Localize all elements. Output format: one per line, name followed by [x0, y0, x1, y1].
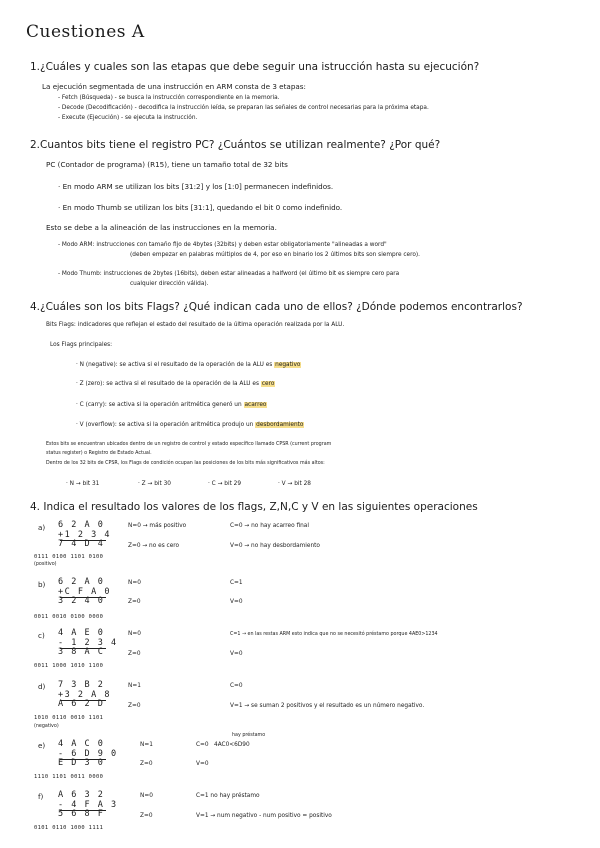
- flag-c: · C (carry): se activa si la operación aritmética generó un acarreo: [76, 402, 267, 408]
- flag-v-value: V=1 → num negativo - num positivo = positivo: [196, 813, 332, 819]
- sum-rule: [60, 597, 106, 598]
- sum-rule: [60, 810, 106, 811]
- flag-c-value: C=0 → no hay acarreo final: [230, 523, 309, 529]
- binary-result: 1010 0110 0010 1101: [34, 715, 104, 721]
- flag-z-highlight: cero: [261, 381, 275, 387]
- binary-result: 1110 1101 0011 0000: [34, 774, 104, 780]
- bit-z: · Z → bit 30: [138, 481, 171, 487]
- flag-v-highlight: desbordamiento: [256, 422, 304, 428]
- flag-n-value: N=0: [128, 580, 141, 586]
- sign-note: (negativo): [34, 724, 59, 729]
- page-title: Cuestiones A: [26, 22, 145, 42]
- q2-mode-thumb: - Modo Thumb: instrucciones de 2bytes (16bits), deben estar alineadas a halfword (el último bit es siempre cero para: [58, 271, 400, 277]
- flag-z-value: Z=0: [128, 599, 141, 605]
- flag-c-value: C=1: [230, 580, 243, 586]
- q1-item: - Decode (Decodificación) - decodifica la instrucción leída, se preparan las señales de control necesarias para la próxima etapa.: [58, 105, 429, 111]
- comparison-note: 4AC0<6D90: [214, 742, 250, 748]
- sum-rule: [60, 540, 106, 541]
- q3-bit-positions: Dentro de los 32 bits de CPSR, los Flags de condición ocupan las posiciones de los bits más significativos más altos:: [46, 461, 325, 466]
- flag-v: · V (overflow): se activa si la operación aritmética produjo un desbordamiento: [76, 422, 304, 428]
- flag-v-value: V=1 → se suman 2 positivos y el resultado es un número negativo.: [230, 703, 425, 709]
- flag-v-value: V=0: [196, 761, 209, 767]
- operation-e-sum: 4 A C 0 - 6 D 9 0 E D 3 0: [58, 739, 118, 768]
- flag-z: · Z (zero): se activa si el resultado de la operación de la ALU es cero: [76, 381, 275, 387]
- q2-thumb-mode: · En modo Thumb se utilizan los bits [31:1], quedando el bit 0 como indefinido.: [58, 203, 343, 212]
- flag-z-value: Z=0: [128, 651, 141, 657]
- flag-z-value: Z=0 → no es cero: [128, 543, 180, 549]
- op-label: c): [38, 631, 45, 640]
- operation-b-sum: 6 2 A 0 +C F A 0 3 2 4 0: [58, 577, 111, 606]
- q1-intro: La ejecución segmentada de una instrucción en ARM consta de 3 etapas:: [42, 82, 306, 91]
- op-label: a): [38, 523, 46, 532]
- sum-rule: [60, 759, 106, 760]
- question-3-heading: 4.¿Cuáles son los bits Flags? ¿Qué indican cada uno de ellos? ¿Dónde podemos encontrarlos?: [30, 301, 523, 313]
- flag-v-value: V=0: [230, 651, 243, 657]
- q2-mode-arm-cont: (deben empezar en palabras múltiplos de 4, por eso en binario los 2 últimos bits son siempre cero).: [130, 252, 421, 258]
- operation-f-sum: A 6 3 2 - 4 F A 3 5 6 8 F: [58, 790, 118, 819]
- flag-v-value: V=0 → no hay desbordamiento: [230, 543, 320, 549]
- op-label: f): [38, 792, 44, 801]
- flag-n-value: N=0 → más positivo: [128, 523, 187, 529]
- sum-rule: [60, 648, 106, 649]
- flag-c-value: C=1 → en las restas ARM esto indica que no se necesitó préstamo porque 4AE0>1234: [230, 632, 438, 637]
- flag-n-value: N=1: [128, 683, 141, 689]
- borrow-note: hay préstamo: [232, 733, 266, 738]
- flag-v-value: V=0: [230, 599, 243, 605]
- bit-v: · V → bit 28: [278, 481, 311, 487]
- q2-mode-arm: - Modo ARM: instrucciones con tamaño fijo de 4bytes (32bits) y deben estar obligatoriamente "alineadas a word": [58, 242, 387, 248]
- flag-n: · N (negative): se activa si el resultado de la operación de la ALU es negativo: [76, 362, 301, 368]
- q1-item: - Execute (Ejecución) - se ejecuta la instrucción.: [58, 115, 198, 121]
- flag-n-value: N=0: [140, 793, 153, 799]
- binary-result: 0101 0110 1000 1111: [34, 825, 104, 831]
- binary-result: 0011 0010 0100 0000: [34, 614, 104, 620]
- operation-d-sum: 7 3 B 2 +3 2 A 8 A 6 2 D: [58, 680, 111, 709]
- bit-c: · C → bit 29: [208, 481, 242, 487]
- q2-arm-mode: · En modo ARM se utilizan los bits [31:2] y los [1:0] permanecen indefinidos.: [58, 182, 334, 191]
- flag-c-value: C=0: [230, 683, 243, 689]
- operation-a-sum: 6 2 A 0 +1 2 3 4 7 4 D 4: [58, 520, 111, 549]
- op-label: e): [38, 741, 46, 750]
- operation-c-sum: 4 A E 0 - 1 2 3 4 3 8 A C: [58, 628, 118, 657]
- q3-location: Estos bits se encuentran ubicados dentro de un registro de control y estado específico llamado CPSR (current program: [46, 442, 332, 447]
- question-4-heading: 4. Indica el resultado los valores de los flags, Z,N,C y V en las siguientes operaciones: [30, 501, 478, 513]
- flag-z-value: Z=0: [128, 703, 141, 709]
- q3-definition: Bits Flags: indicadores que reflejan el estado del resultado de la última operación realizada por la ALU.: [46, 322, 345, 328]
- question-1-heading: 1.¿Cuáles y cuales son las etapas que debe seguir una istrucción hasta su ejecución?: [30, 61, 480, 73]
- flag-z-value: Z=0: [140, 761, 153, 767]
- binary-result: 0011 1000 1010 1100: [34, 663, 104, 669]
- flag-c-value: C=0: [196, 742, 209, 748]
- sign-note: (positivo): [34, 562, 57, 567]
- q3-main-flags-label: Los Flags principales:: [50, 342, 113, 348]
- binary-result: 0111 0100 1101 0100: [34, 554, 104, 560]
- flag-c-value: C=1 no hay préstamo: [196, 793, 260, 799]
- q2-pc: PC (Contador de programa) (R15), tiene un tamaño total de 32 bits: [46, 160, 288, 169]
- flag-z-value: Z=0: [140, 813, 153, 819]
- flag-n-value: N=1: [140, 742, 153, 748]
- q2-mode-thumb-cont: cualquier dirección válida).: [130, 281, 209, 287]
- op-label: b): [38, 580, 46, 589]
- op-label: d): [38, 682, 46, 691]
- question-2-heading: 2.Cuantos bits tiene el registro PC? ¿Cuántos se utilizan realmente? ¿Por qué?: [30, 139, 441, 151]
- q1-item: - Fetch (Búsqueda) - se busca la instrucción correspondiente en la memoria.: [58, 95, 280, 101]
- q2-reason: Esto se debe a la alineación de las instrucciones en la memoria.: [46, 223, 277, 232]
- sum-rule: [60, 700, 106, 701]
- flag-n-highlight: negativo: [275, 362, 301, 368]
- flag-c-highlight: acarreo: [244, 402, 267, 408]
- q3-location-cont: status register) o Registro de Estado Actual.: [46, 451, 152, 456]
- bit-n: · N → bit 31: [66, 481, 100, 487]
- flag-n-value: N=0: [128, 631, 141, 637]
